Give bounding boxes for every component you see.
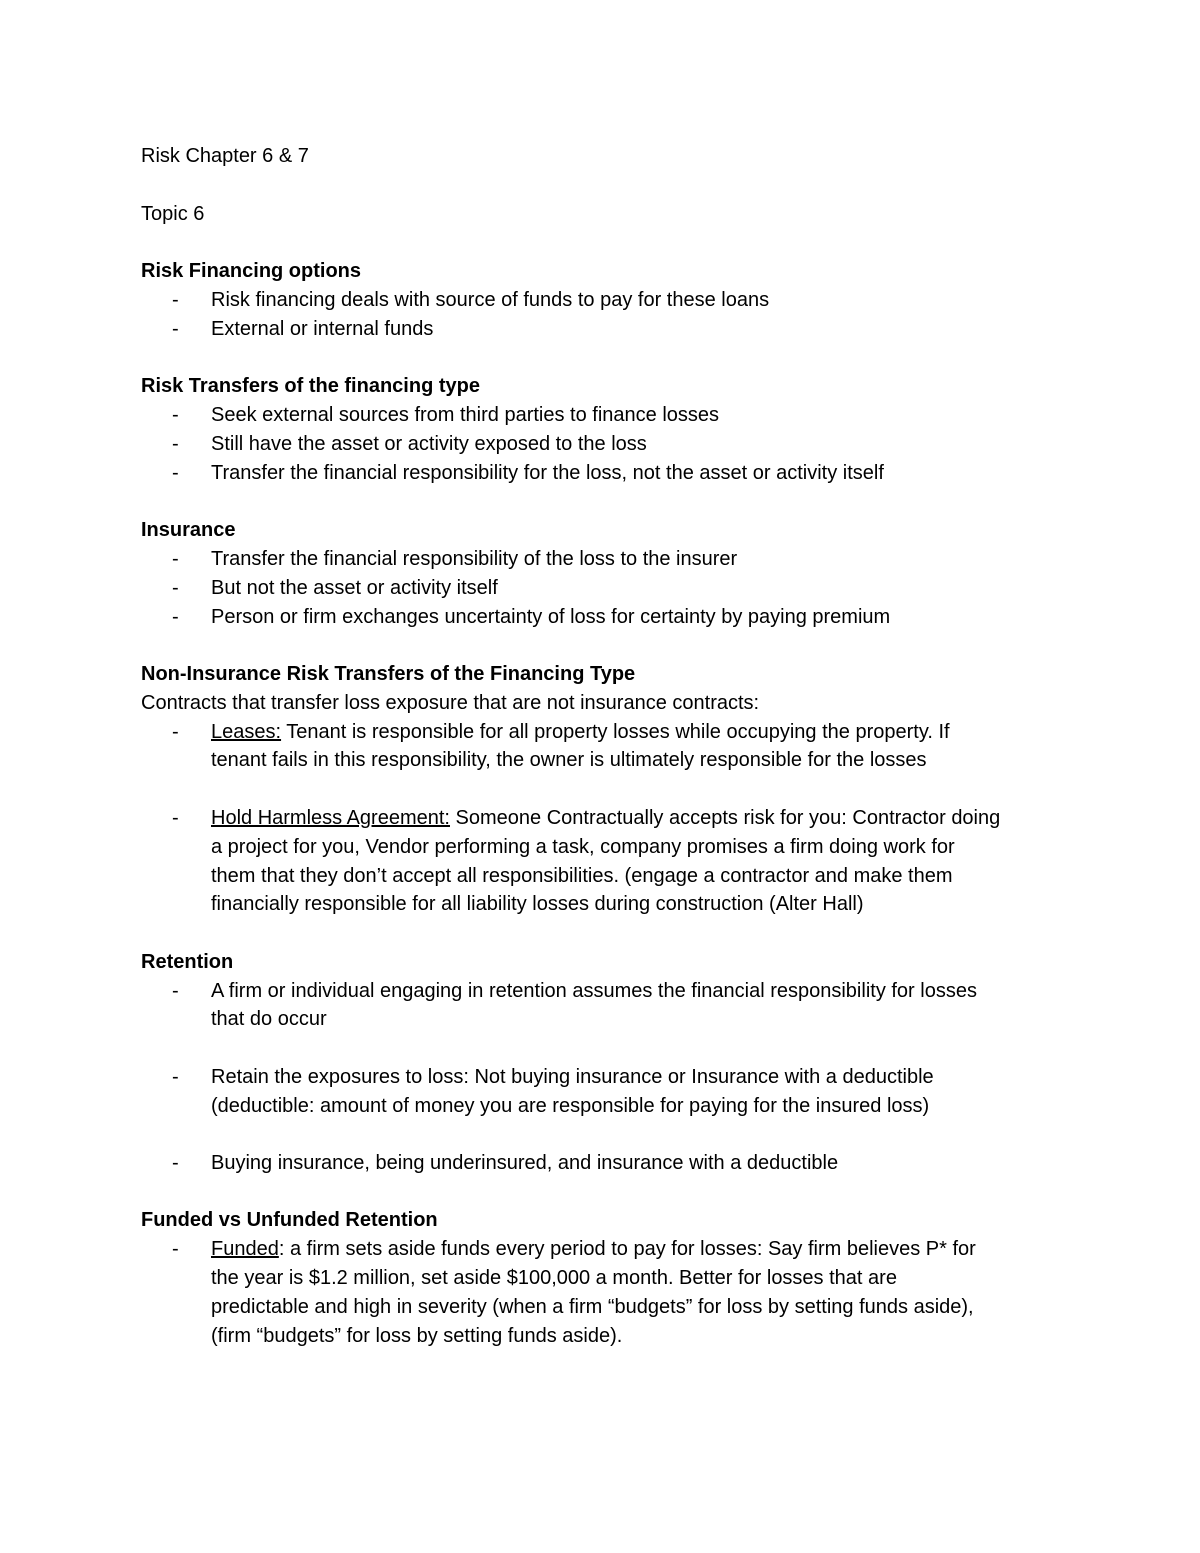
list-item-hold-harmless — [211, 804, 1000, 833]
list-item: Seek external sources from third parties to finance losses — [211, 404, 720, 426]
list-item: Transfer the financial responsibility of the loss to the insurer — [211, 548, 738, 570]
list-item-funded — [211, 1235, 976, 1264]
heading-transfers: Risk Transfers of the financing type — [141, 375, 480, 397]
hold-harmless-term: Hold Harmless Agreement: — [211, 807, 450, 829]
hold-harmless-text: Someone Contractually accepts risk for you: Contractor doing — [449, 807, 1001, 829]
leases-text: Tenant is responsible for all property losses while occupying the property. If — [281, 721, 950, 743]
list-item-continuation: financially responsible for all liability losses during construction (Alter Hall) — [211, 893, 864, 915]
non-insurance-intro: Contracts that transfer loss exposure that are not insurance contracts: — [141, 692, 760, 714]
bullet-dash: - — [172, 807, 179, 829]
list-item: A firm or individual engaging in retention assumes the financial responsibility for losses — [211, 980, 977, 1002]
list-item: Person or firm exchanges uncertainty of loss for certainty by paying premium — [211, 606, 891, 628]
document-title: Risk Chapter 6 & 7 — [141, 145, 309, 167]
bullet-dash: - — [172, 289, 179, 311]
list-item-continuation: predictable and high in severity (when a firm “budgets” for loss by setting funds aside), — [211, 1296, 974, 1318]
heading-funded-vs-unfunded: Funded vs Unfunded Retention — [141, 1209, 438, 1231]
list-item: Buying insurance, being underinsured, and insurance with a deductible — [211, 1152, 839, 1174]
list-item-continuation: (firm “budgets” for loss by setting funds aside). — [211, 1325, 623, 1347]
list-item: Transfer the financial responsibility for the loss, not the asset or activity itself — [211, 462, 884, 484]
topic-label: Topic 6 — [141, 203, 205, 225]
funded-text: : a firm sets aside funds every period to pay for losses: Say firm believes P* for — [278, 1238, 976, 1260]
bullet-dash: - — [172, 404, 179, 426]
bullet-dash: - — [172, 1066, 179, 1088]
list-item-continuation: (deductible: amount of money you are responsible for paying for the insured loss) — [211, 1095, 930, 1117]
bullet-dash: - — [172, 980, 179, 1002]
list-item-continuation: that do occur — [211, 1008, 327, 1030]
bullet-dash: - — [172, 433, 179, 455]
list-item-continuation: tenant fails in this responsibility, the owner is ultimately responsible for the losses — [211, 749, 927, 771]
leases-term: Leases: — [211, 721, 282, 743]
heading-non-insurance: Non-Insurance Risk Transfers of the Financing Type — [141, 663, 636, 685]
list-item: Still have the asset or activity exposed to the loss — [211, 433, 647, 455]
funded-term: Funded — [211, 1238, 279, 1260]
list-item: Risk financing deals with source of funds to pay for these loans — [211, 289, 770, 311]
bullet-dash: - — [172, 1238, 179, 1260]
bullet-dash: - — [172, 577, 179, 599]
list-item: But not the asset or activity itself — [211, 577, 498, 599]
list-item-continuation: them that they don’t accept all responsibilities. (engage a contractor and make them — [211, 865, 953, 887]
list-item-leases — [211, 718, 950, 747]
bullet-dash: - — [172, 1152, 179, 1174]
list-item: Retain the exposures to loss: Not buying insurance or Insurance with a deductible — [211, 1066, 934, 1088]
list-item: External or internal funds — [211, 318, 434, 340]
bullet-dash: - — [172, 721, 179, 743]
heading-financing-options: Risk Financing options — [141, 260, 362, 282]
list-item-continuation: a project for you, Vendor performing a task, company promises a firm doing work for — [211, 836, 955, 858]
heading-insurance: Insurance — [141, 519, 236, 541]
bullet-dash: - — [172, 548, 179, 570]
list-item-continuation: the year is $1.2 million, set aside $100,000 a month. Better for losses that are — [211, 1267, 897, 1289]
bullet-dash: - — [172, 462, 179, 484]
bullet-dash: - — [172, 606, 179, 628]
heading-retention: Retention — [141, 951, 234, 973]
bullet-dash: - — [172, 318, 179, 340]
